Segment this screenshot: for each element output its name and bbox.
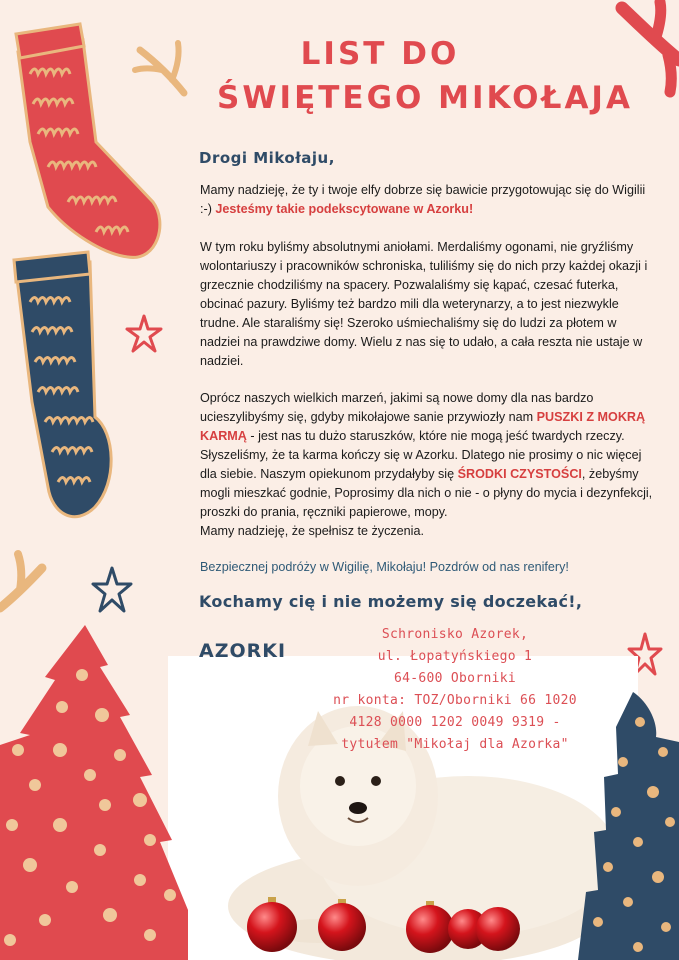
address-line-1: Schronisko Azorek,: [381, 627, 529, 642]
closing-line: Kochamy cię i nie możemy się doczekać!,: [199, 592, 583, 611]
address-line-2: ul. Łopatyńskiego 1: [377, 649, 533, 664]
red-stocking-icon: [8, 22, 168, 262]
greeting: Drogi Mikołaju,: [199, 149, 335, 167]
red-star-icon: [126, 314, 162, 354]
blue-star-icon: [92, 566, 132, 614]
paragraph-3: [200, 389, 655, 541]
paragraph-1-text: Mamy nadzieję, że ty i twoje elfy dobrze się bawicie przygotowując się do Wigilii :-): [200, 183, 646, 216]
red-tree-icon: [0, 625, 190, 960]
travel-wish: Bezpiecznej podróży w Wigilię, Mikołaju! Pozdrów od nas renifery!: [200, 560, 569, 574]
paragraph-3-part-2: - jest nas tu dużo staruszków, które nie mogą jeść twardych rzeczy. Słyszeliśmy, że ta karma kończy się w Azorku. Dlatego nie prosimy o nic więcej dla siebie. Naszym opiekunom przydałyby się: [200, 429, 642, 481]
gold-sprig-icon: [0, 548, 50, 618]
paragraph-1: [200, 181, 655, 219]
paragraph-2: W tym roku byliśmy absolutnymi aniołami. Merdaliśmy ogonami, nie gryźliśmy wolontariuszy i pracowników schroniska, tuliliśmy się do nich przy każdej okazji i grzecznie chodziliśmy na spacery. Pozwalaliśmy się kąpać, czesać futerka, obcinać pazury. Byliśmy też bardzo mili dla weterynarzy, a to jest niezwykle trudne. Ale staraliśmy się! Szeroko uśmiechaliśmy się do ludzi za płotem w nadziei na prawdziwe domy. Wielu z nas się to udało, a cała reszta nie ustaje w nadziei.: [200, 240, 648, 368]
paragraph-3-part-1: Oprócz naszych wielkich marzeń, jakimi są nowe domy dla nas bardzo ucieszylibyśmy się, gdyby mikołajowe sanie przywiozły nam: [200, 391, 594, 424]
bank-account-line-2: 4128 0000 1202 0049 9319 -: [349, 715, 561, 730]
paragraph-3-part-4: Mamy nadzieję, że spełnisz te życzenia.: [200, 524, 424, 538]
wet-food-highlight: PUSZKI Z MOKRĄ KARMĄ: [200, 410, 646, 443]
transfer-title-line: tytułem "Mikołaj dla Azorka": [341, 737, 569, 752]
title-line-2: ŚWIĘTEGO MIKOŁAJA: [217, 80, 633, 116]
bank-account-line-1: nr konta: TOZ/Oborniki 66 1020: [333, 693, 577, 708]
blue-stocking-icon: [10, 252, 120, 522]
signature: AZORKI: [199, 640, 287, 662]
red-baubles-icon: [240, 895, 530, 960]
paragraph-1-highlight: Jesteśmy takie podekscytowane w Azorku!: [215, 202, 474, 216]
cleaning-supplies-highlight: ŚRODKI CZYSTOŚCI: [457, 467, 582, 481]
paragraph-3-part-3: , żebyśmy mogli mieszkać godnie, Poprosimy dla nich o nie - o płyny do mycia i dezynfekcji, proszki do prania, ręczniki papierowe, mopy.: [200, 467, 653, 519]
title-line-1: LIST DO: [300, 36, 460, 72]
blue-tree-icon: [578, 692, 679, 960]
address-line-3: 64-600 Oborniki: [394, 671, 516, 686]
